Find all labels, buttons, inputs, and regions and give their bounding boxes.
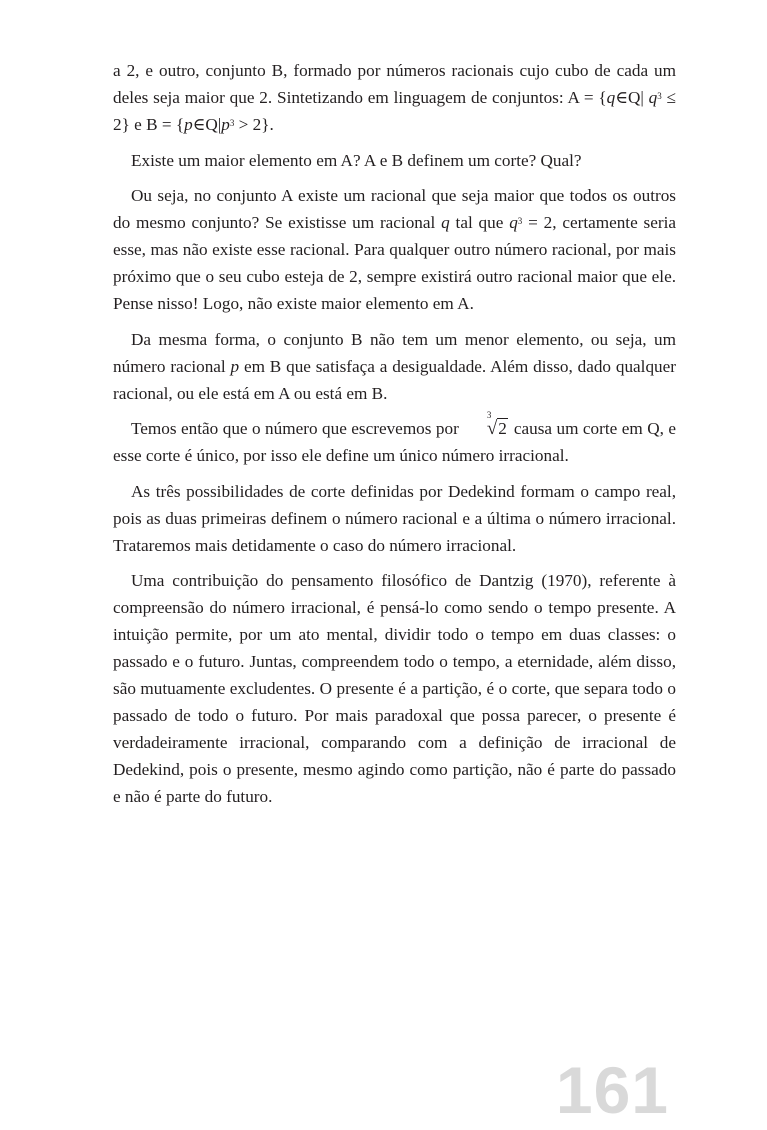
math-variable-p: p <box>221 115 230 134</box>
paragraph-1-text-c: ≤ 2} e B = { <box>113 88 677 134</box>
paragraph-4-text-b: em B que satisfaça a desigualdade. Além disso, dado qualquer racional, ou ele está em A ou está em B. <box>113 356 676 403</box>
paragraph-5-text-a: Temos então que o número que escrevemos por <box>131 419 459 438</box>
paragraph-1-text-a: a 2, e outro, conjunto B, formado por números racionais cujo cubo de cada um deles seja maior que 2. Sintetizando em linguagem de conjuntos: A = { <box>113 61 676 107</box>
math-variable-p: p <box>184 115 193 134</box>
page-number: 161 <box>555 1053 669 1127</box>
paragraph-3-text-b: tal que <box>449 213 510 232</box>
paragraph-1-text-e: > 2}. <box>234 115 274 134</box>
math-variable-p: p <box>230 356 240 376</box>
paragraph-3-text-c: = 2, certamente seria esse, mas não existe esse racional. Para qualquer outro número racional, por mais próximo que o seu cubo esteja de 2, sempre existirá outro racional maior que ele. Pense nisso! Logo, não existe maior elemento em A. <box>113 213 676 313</box>
paragraph-4-text-a: Da mesma forma, o conjunto B não tem um menor elemento, ou seja, um número racional <box>113 329 676 376</box>
paragraph-set-definitions <box>113 57 676 138</box>
math-variable-q: q <box>648 88 658 107</box>
book-page-body <box>113 57 676 810</box>
paragraph-5-text-b: causa um corte em Q, e esse corte é único, por isso ele define um único número irracional. <box>113 419 676 465</box>
math-exponent: 3 <box>229 118 235 128</box>
paragraph-3-text-a: Ou seja, no conjunto A existe um racional que seja maior que todos os outros do mesmo conjunto? Se existisse um racional <box>113 186 676 232</box>
math-variable-q: q <box>606 88 616 107</box>
paragraph-1-text-d: ∈Q| <box>192 115 222 134</box>
paragraph-greatest-element <box>113 182 676 317</box>
paragraph-dantzig: Uma contribuição do pensamento filosófico de Dantzig (1970), referente à compreensão do número irracional, é pensá-lo como sendo o tempo presente. A intuição permite, por um ato mental, dividir todo o tempo em duas classes: o passado e o futuro. Juntas, compreendem todo o tempo, a eternidade, além disso, são mutuamente excludentes. O presente é a partição, é o corte, que separa todo o passado de todo o futuro. Por mais paradoxal que possa parecer, o presente é verdadeiramente irracional, comparando com a definição de irracional de Dedekind, pois o presente, mesmo agindo como partição, não é parte do passado e não é parte do futuro. <box>113 571 676 806</box>
radical-sign: √ <box>486 418 498 439</box>
math-exponent: 3 <box>657 91 662 101</box>
radicand: 2 <box>498 419 507 438</box>
cube-root-of-two <box>469 410 508 442</box>
root-index: 3 <box>486 410 492 420</box>
math-variable-q: q <box>441 213 450 232</box>
paragraph-question: Existe um maior elemento em A? A e B definem um corte? Qual? <box>131 150 582 170</box>
paragraph-cube-root-cut <box>113 410 676 469</box>
paragraph-1-text-b: ∈Q| <box>615 88 649 107</box>
math-exponent: 3 <box>517 216 523 226</box>
paragraph-least-element <box>113 326 676 407</box>
paragraph-dedekind-cuts: As três possibilidades de corte definidas por Dedekind formam o campo real, pois as duas primeiras definem o número racional e a última o número irracional. Trataremos mais detidamente o caso do número irracional. <box>113 481 676 555</box>
math-variable-q: q <box>509 213 518 232</box>
